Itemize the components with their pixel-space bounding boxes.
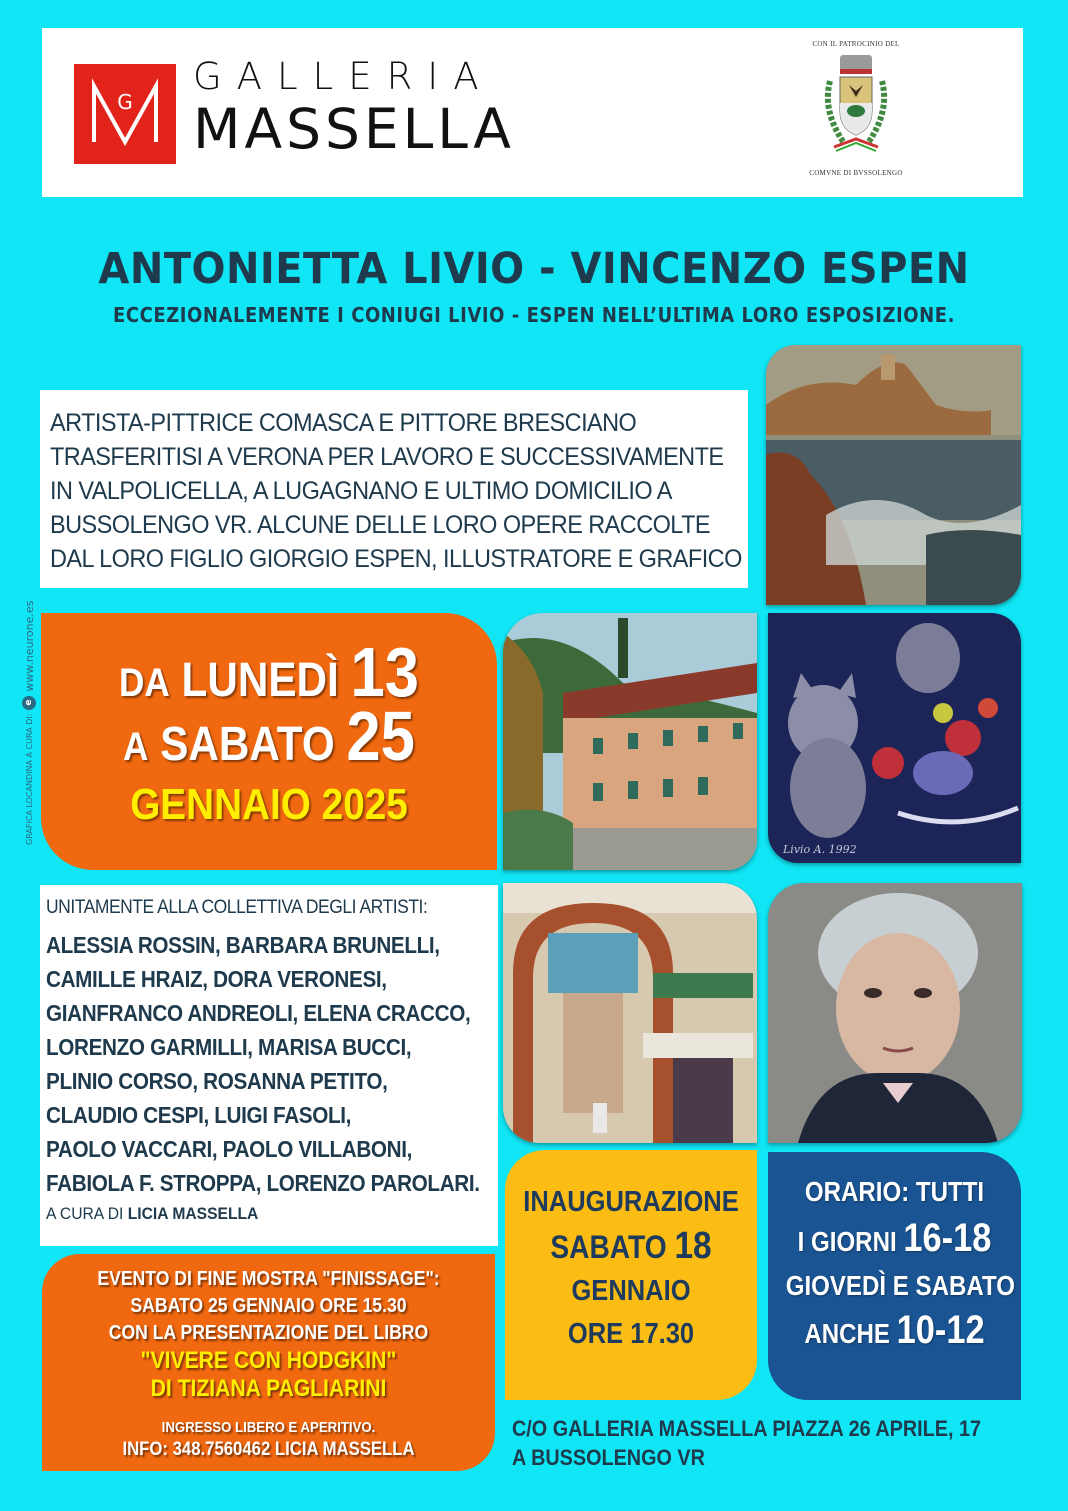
date-from-day: LUNEDÌ [181,654,339,707]
exhibition-dates-box [41,613,497,870]
artists-line: GIANFRANCO ANDREOLI, ELENA CRACCO, [46,1000,471,1026]
hours-daily: 16-18 [903,1216,992,1260]
credit-text: GRAFICA LOCANDINA A CURA DI: [24,713,34,845]
artists-line: PLINIO CORSO, ROSANNA PETITO, [46,1068,388,1094]
address-line-1: C/O GALLERIA MASSELLA PIAZZA 26 APRILE, 17 [512,1416,982,1441]
svg-text:G: G [117,90,133,114]
inauguration-day: SABATO [550,1229,667,1265]
artists-line: PAOLO VACCARI, PAOLO VILLABONI, [46,1136,413,1162]
painting-seascape [766,345,1021,605]
hours-line-2-prefix: I GIORNI [797,1226,897,1257]
date-month-year: GENNAIO 2025 [130,780,408,829]
description-line: IN VALPOLICELLA, A LUGAGNANO E ULTIMO DOMICILIO A [50,477,672,505]
inauguration-month: GENNAIO [571,1275,691,1307]
book-author: DI TIZIANA PAGLIARINI [150,1375,387,1402]
artists-line: CAMILLE HRAIZ, DORA VERONESI, [46,966,387,992]
date-to-day: SABATO [160,718,335,771]
contact-info: INFO: 348.7560462 LICIA MASSELLA [122,1439,415,1460]
coat-of-arms-icon [816,51,896,166]
finissage-line-1: EVENTO DI FINE MOSTRA "FINISSAGE": [97,1268,440,1290]
patronage-caption-top: CON IL PATROCINIO DEL [812,40,900,48]
artists-intro: UNITAMENTE ALLA COLLETTIVA DEGLI ARTISTI: [46,897,428,918]
hours-line-4-prefix: ANCHE [804,1318,890,1349]
finissage-line-2: SABATO 25 GENNAIO ORE 15.30 [130,1295,407,1317]
neurone-logo-icon: e [22,696,36,710]
artists-line: LORENZO GARMILLI, MARISA BUCCI, [46,1034,412,1060]
date-to-prefix: A [123,725,149,769]
curator-line [46,1204,462,1224]
inauguration-box [505,1150,757,1400]
credit-url[interactable]: www.neurone.es [22,600,36,692]
venue-address [512,1414,981,1472]
date-to-number: 25 [346,697,415,775]
hours-line-3: GIOVEDÌ E SABATO [785,1270,1015,1301]
municipality-patronage [806,40,906,185]
painting-portrait [768,883,1022,1143]
artists-list [46,928,498,1200]
finissage-box [42,1254,495,1471]
description-line: DAL LORO FIGLIO GIORGIO ESPEN, ILLUSTRATORE E GRAFICO [50,545,742,573]
inauguration-label: INAUGURAZIONE [523,1186,739,1218]
painting-street-arch [503,883,757,1143]
date-from-prefix: DA [118,661,170,705]
design-credit [22,601,36,845]
opening-hours-box [768,1152,1021,1400]
brand-line-1: GALLERIA [193,55,494,98]
painting-signature: Livio A. 1992 [783,843,857,856]
inauguration-time: ORE 17.30 [567,1318,695,1350]
artists-line: CLAUDIO CESPI, LUIGI FASOLI, [46,1102,352,1128]
description-line: TRASFERITISI A VERONA PER LAVORO E SUCCESSIVAMENTE [50,443,724,471]
curator-prefix: A CURA DI [46,1204,124,1223]
book-title: "VIVERE CON HODGKIN" [140,1347,397,1374]
finissage-line-3: CON LA PRESENTAZIONE DEL LIBRO [108,1322,429,1344]
address-line-2: A BUSSOLENGO VR [512,1445,705,1470]
date-from-number: 13 [350,633,420,711]
page-subtitle: ECCEZIONALEMENTE I CONIUGI LIVIO - ESPEN NELL’ULTIMA LORO ESPOSIZIONE. [113,303,955,327]
entry-info: INGRESSO LIBERO E APERITIVO. [161,1419,376,1436]
artists-line: FABIOLA F. STROPPA, LORENZO PAROLARI. [46,1170,480,1196]
description-line: BUSSOLENGO VR. ALCUNE DELLE LORO OPERE RACCOLTE [50,511,710,539]
gallery-logo-icon [74,64,176,164]
artists-line: ALESSIA ROSSIN, BARBARA BRUNELLI, [46,932,440,958]
hours-extra: 10-12 [896,1308,985,1352]
page-title: ANTONIETTA LIVIO - VINCENZO ESPEN [98,244,970,294]
artists-box [40,885,498,1246]
patronage-caption-bottom: COMVNE DI BVSSOLENGO [809,169,903,177]
brand-line-2: MASSELLA [193,97,515,161]
hours-line-1: ORARIO: TUTTI [804,1176,985,1207]
gallery-brand [193,55,515,161]
painting-village-house [503,613,757,870]
curator-name: LICIA MASSELLA [127,1204,259,1223]
description-box [40,390,748,588]
inauguration-day-number: 18 [674,1225,712,1267]
description-line: ARTISTA-PITTRICE COMASCA E PITTORE BRESCIANO [50,409,637,437]
painting-kittens [768,613,1021,863]
